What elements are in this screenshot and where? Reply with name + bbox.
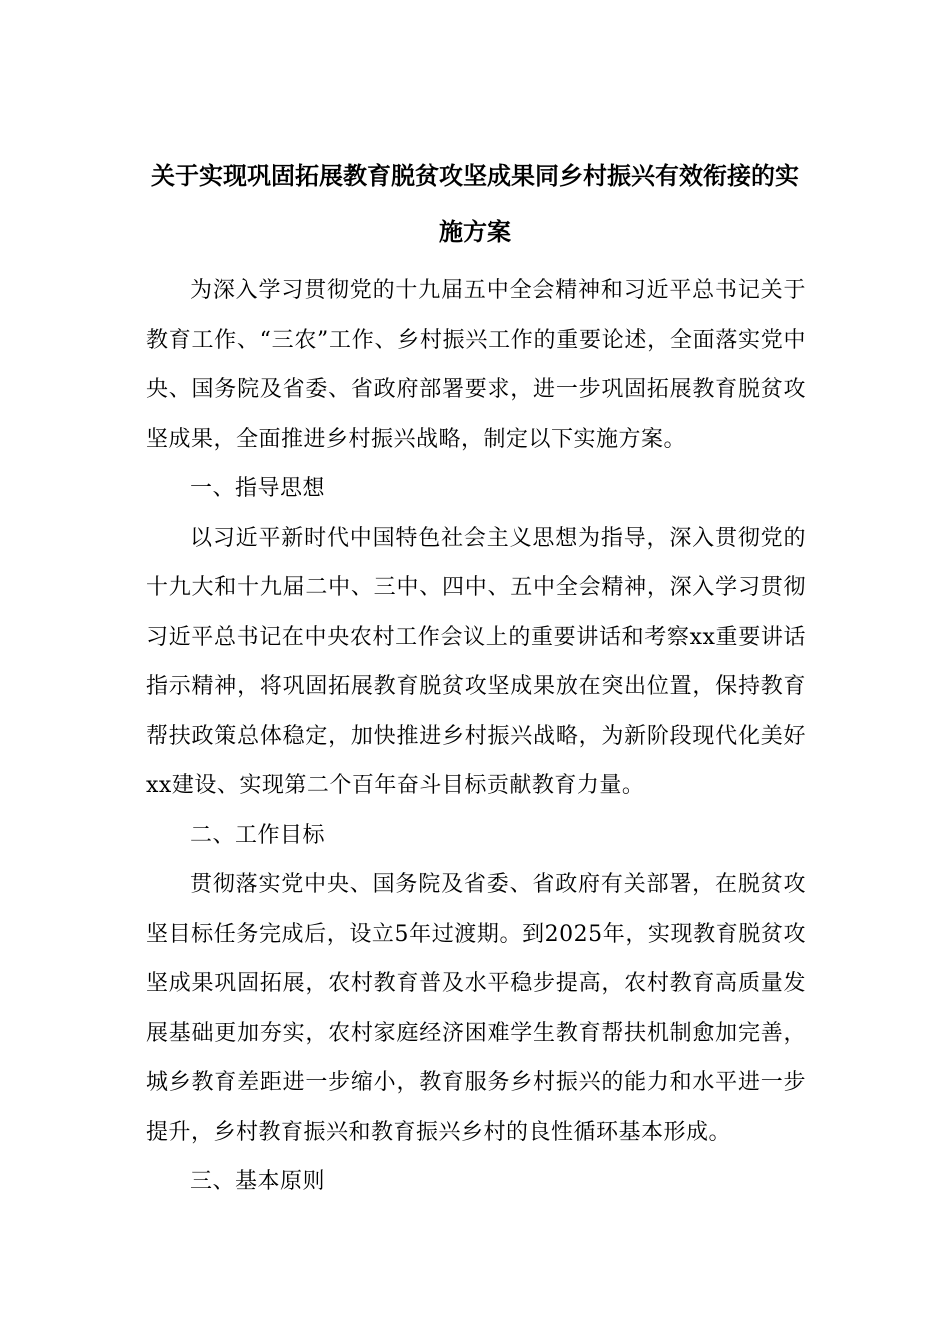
section-body-guiding-ideology: 以习近平新时代中国特色社会主义思想为指导，深入贯彻党的十九大和十九届二中、三中、四中、五中全会精神，深入学习贯彻习近平总书记在中央农村工作会议上的重要讲话和考察xx重要讲话指示精神，将巩固拓展教育脱贫攻坚成果放在突出位置，保持教育帮扶政策总体稳定，加快推进乡村振兴战略，为新阶段现代化美好xx建设、实现第二个百年奋斗目标贡献教育力量。 bbox=[146, 525, 806, 798]
intro-paragraph: 为深入学习贯彻党的十九届五中全会精神和习近平总书记关于教育工作、“三农”工作、乡村振兴工作的重要论述，全面落实党中央、国务院及省委、省政府部署要求，进一步巩固拓展教育脱贫攻坚成果，全面推进乡村振兴战略，制定以下实施方案。 bbox=[146, 278, 806, 452]
section-heading-guiding-ideology: 一、指导思想 bbox=[190, 476, 326, 501]
section-heading-basic-principles: 三、基本原则 bbox=[190, 1169, 326, 1194]
document-body bbox=[146, 266, 806, 1207]
document-title: 关于实现巩固拓展教育脱贫攻坚成果同乡村振兴有效衔接的实施方案 bbox=[151, 161, 799, 246]
section-body-work-goals: 贯彻落实党中央、国务院及省委、省政府有关部署，在脱贫攻坚目标任务完成后，设立5年过渡期。到2025年，实现教育脱贫攻坚成果巩固拓展，农村教育普及水平稳步提高，农村教育高质量发展基础更加夯实，农村家庭经济困难学生教育帮扶机制愈加完善，城乡教育差距进一步缩小，教育服务乡村振兴的能力和水平进一步提升，乡村教育振兴和教育振兴乡村的良性循环基本形成。 bbox=[146, 872, 806, 1145]
section-heading-work-goals: 二、工作目标 bbox=[190, 822, 326, 848]
